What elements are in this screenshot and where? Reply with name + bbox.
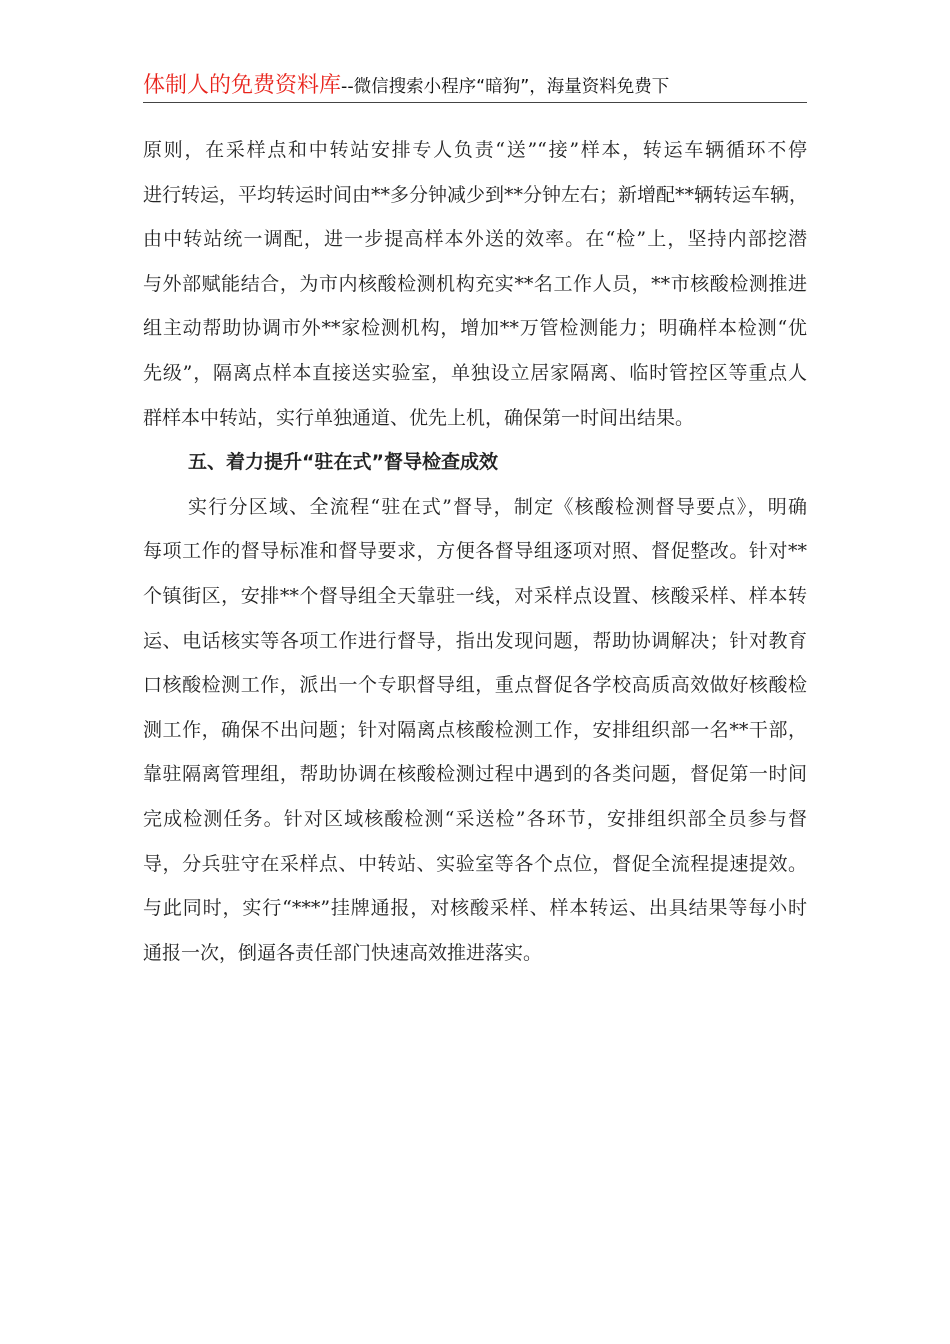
text-line: 实行分区域、全流程“驻在式”督导，制定《核酸检测督导要点》，明确 — [188, 495, 807, 518]
header-slogan: --微信搜索小程序“暗狗”，海量资料免费下 — [341, 77, 670, 97]
text-line: 原则，在采样点和中转站安排专人负责“送”“接”样本，转运车辆循环不停 — [143, 139, 807, 161]
text-line: 与此同时，实行“***”挂牌通报，对核酸采样、样本转运、出具结果等每小时 — [143, 897, 807, 920]
header-brand: 体制人的免费资料库 — [143, 73, 342, 98]
section-heading: 五、着力提升“驻在式”督导检查成效 — [188, 451, 498, 474]
text-line: 由中转站统一调配，进一步提高样本外送的效率。在“检”上，坚持内部挖潜 — [143, 228, 807, 251]
text-line: 组主动帮助协调市外**家检测机构，增加**万管检测能力；明确样本检测“优 — [143, 317, 807, 340]
text-line: 每项工作的督导标准和督导要求，方便各督导组逐项对照、督促整改。针对** — [143, 540, 807, 563]
text-line: 群样本中转站，实行单独通道、优先上机，确保第一时间出结果。 — [143, 406, 695, 429]
text-line: 靠驻隔离管理组，帮助协调在核酸检测过程中遇到的各类问题，督促第一时间 — [143, 763, 807, 786]
text-line: 与外部赋能结合，为市内核酸检测机构充实**名工作人员，**市核酸检测推进 — [143, 272, 807, 295]
text-line: 完成检测任务。针对区域核酸检测“采送检”各环节，安排组织部全员参与督 — [143, 807, 807, 830]
text-line: 测工作，确保不出问题；针对隔离点核酸检测工作，安排组织部一名**干部， — [143, 718, 807, 741]
text-line: 个镇街区，安排**个督导组全天靠驻一线，对采样点设置、核酸采样、样本转 — [143, 584, 807, 607]
document-body — [143, 128, 807, 975]
page-header — [143, 72, 807, 103]
text-line: 口核酸检测工作，派出一个专职督导组，重点督促各学校高质高效做好核酸检 — [143, 674, 807, 697]
text-line: 先级”，隔离点样本直接送实验室，单独设立居家隔离、临时管控区等重点人 — [143, 361, 807, 384]
text-line: 运、电话核实等各项工作进行督导，指出发现问题，帮助协调解决；针对教育 — [143, 629, 807, 652]
text-line: 导，分兵驻守在采样点、中转站、实验室等各个点位，督促全流程提速提效。 — [143, 852, 807, 875]
paragraph-2 — [143, 485, 807, 976]
text-line: 进行转运，平均转运时间由**多分钟减少到**分钟左右；新增配**辆转运车辆， — [143, 183, 809, 206]
text-line: 通报一次，倒逼各责任部门快速高效推进落实。 — [143, 941, 543, 964]
paragraph-1 — [143, 128, 807, 440]
